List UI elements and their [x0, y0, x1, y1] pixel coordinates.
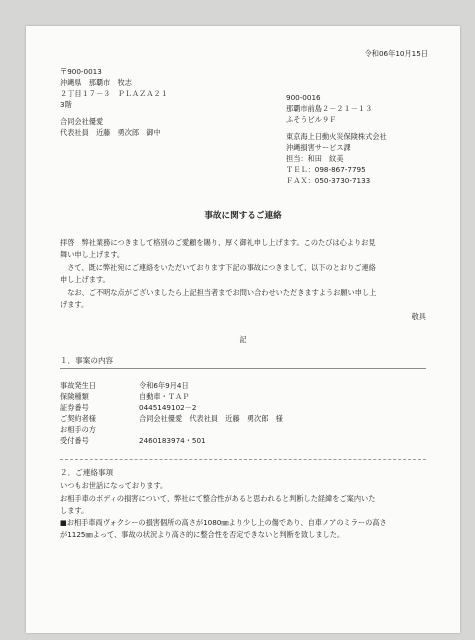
detail-value-reception-number: 2460183974・501	[139, 436, 206, 445]
section1-divider	[60, 368, 426, 369]
notice-line: ■お相手車両ヴォクシーの損害個所の高さが1080㎜より少し上の傷であり、自車ノアのミラーの高さ	[60, 518, 387, 527]
section2-heading: ２．ご連絡事項	[60, 468, 114, 477]
notice-line: します。	[60, 506, 89, 515]
section-separator	[60, 459, 426, 460]
intro-line: さて、既に弊社宛にご連絡をいただいております下記の事故につきまして、以下のとおりご連絡	[60, 263, 376, 272]
detail-label-insurance-type: 保険種類	[60, 392, 89, 401]
detail-value-policy-number: 0445149102－2	[139, 403, 197, 412]
sender-company: 東京海上日動火災保険株式会社	[286, 132, 387, 141]
closing-keigu: 敬具	[411, 312, 426, 321]
detail-value-accident-date: 令和6年9月4日	[139, 381, 189, 390]
intro-line: 拝啓 弊社業務につきまして格別のご愛顧を賜り、厚く御礼申し上げます。このたびは心よりお見	[60, 238, 376, 247]
recipient-company: 合同会社優愛	[60, 117, 104, 126]
sender-tel: ＴＥＬ：098-867-7795	[286, 165, 366, 174]
detail-label-accident-date: 事故発生日	[60, 381, 96, 390]
section1-heading: １．事案の内容	[60, 356, 114, 365]
detail-label-other-party: お相手の方	[60, 425, 96, 434]
document-title: 事故に関するご連絡	[204, 211, 282, 221]
sender-fax: ＦＡＸ：050-3730-7133	[286, 176, 371, 185]
ki-marker: 記	[239, 335, 247, 344]
detail-label-reception-number: 受付番号	[60, 436, 89, 445]
recipient-address-line2: ２丁目１７－３ ＰＬＡＺＡ２１	[60, 89, 168, 98]
intro-line: なお、ご不明な点がございましたら上記担当者までお問い合わせいただきますようお願い申し上	[60, 288, 377, 297]
intro-line: 申し上げます。	[60, 275, 110, 284]
detail-label-policy-number: 証券番号	[60, 403, 89, 412]
sender-department: 沖縄損害サービス課	[286, 143, 351, 152]
recipient-floor: 3階	[60, 100, 72, 109]
detail-value-policyholder: 合同会社優愛 代表社員 近藤 勇次郎 様	[139, 414, 283, 423]
sender-building: ふそうビル９Ｆ	[286, 115, 337, 124]
notice-line: お相手車のボディの損害について、弊社にて整合性があると思われると判断した経緯をご案内いた	[60, 494, 376, 503]
notice-line: いつもお世話になっております。	[60, 481, 168, 490]
intro-line: 舞い申し上げます。	[60, 250, 125, 259]
detail-label-policyholder: ご契約者様	[60, 414, 96, 423]
intro-line: げます。	[60, 300, 89, 309]
recipient-address-line1: 沖縄県 那覇市 牧志	[60, 78, 132, 87]
recipient-postal-code: 〒900-0013	[60, 67, 102, 76]
sender-postal-code: 900-0016	[286, 93, 321, 102]
sender-contact: 担当：和田 紋美	[286, 154, 344, 163]
sender-address: 那覇市前島２－２１－１３	[286, 104, 373, 113]
recipient-person: 代表社員 近藤 勇次郎 御中	[60, 128, 161, 137]
letter-page	[26, 26, 460, 633]
notice-line: が1125㎜よって、事故の状況より高さ的に整合性を否定できないと判断を致しました。	[60, 530, 345, 539]
detail-value-insurance-type: 自動車・ＴＡＰ	[139, 392, 190, 401]
letter-date: 令和06年10月15日	[364, 49, 428, 58]
